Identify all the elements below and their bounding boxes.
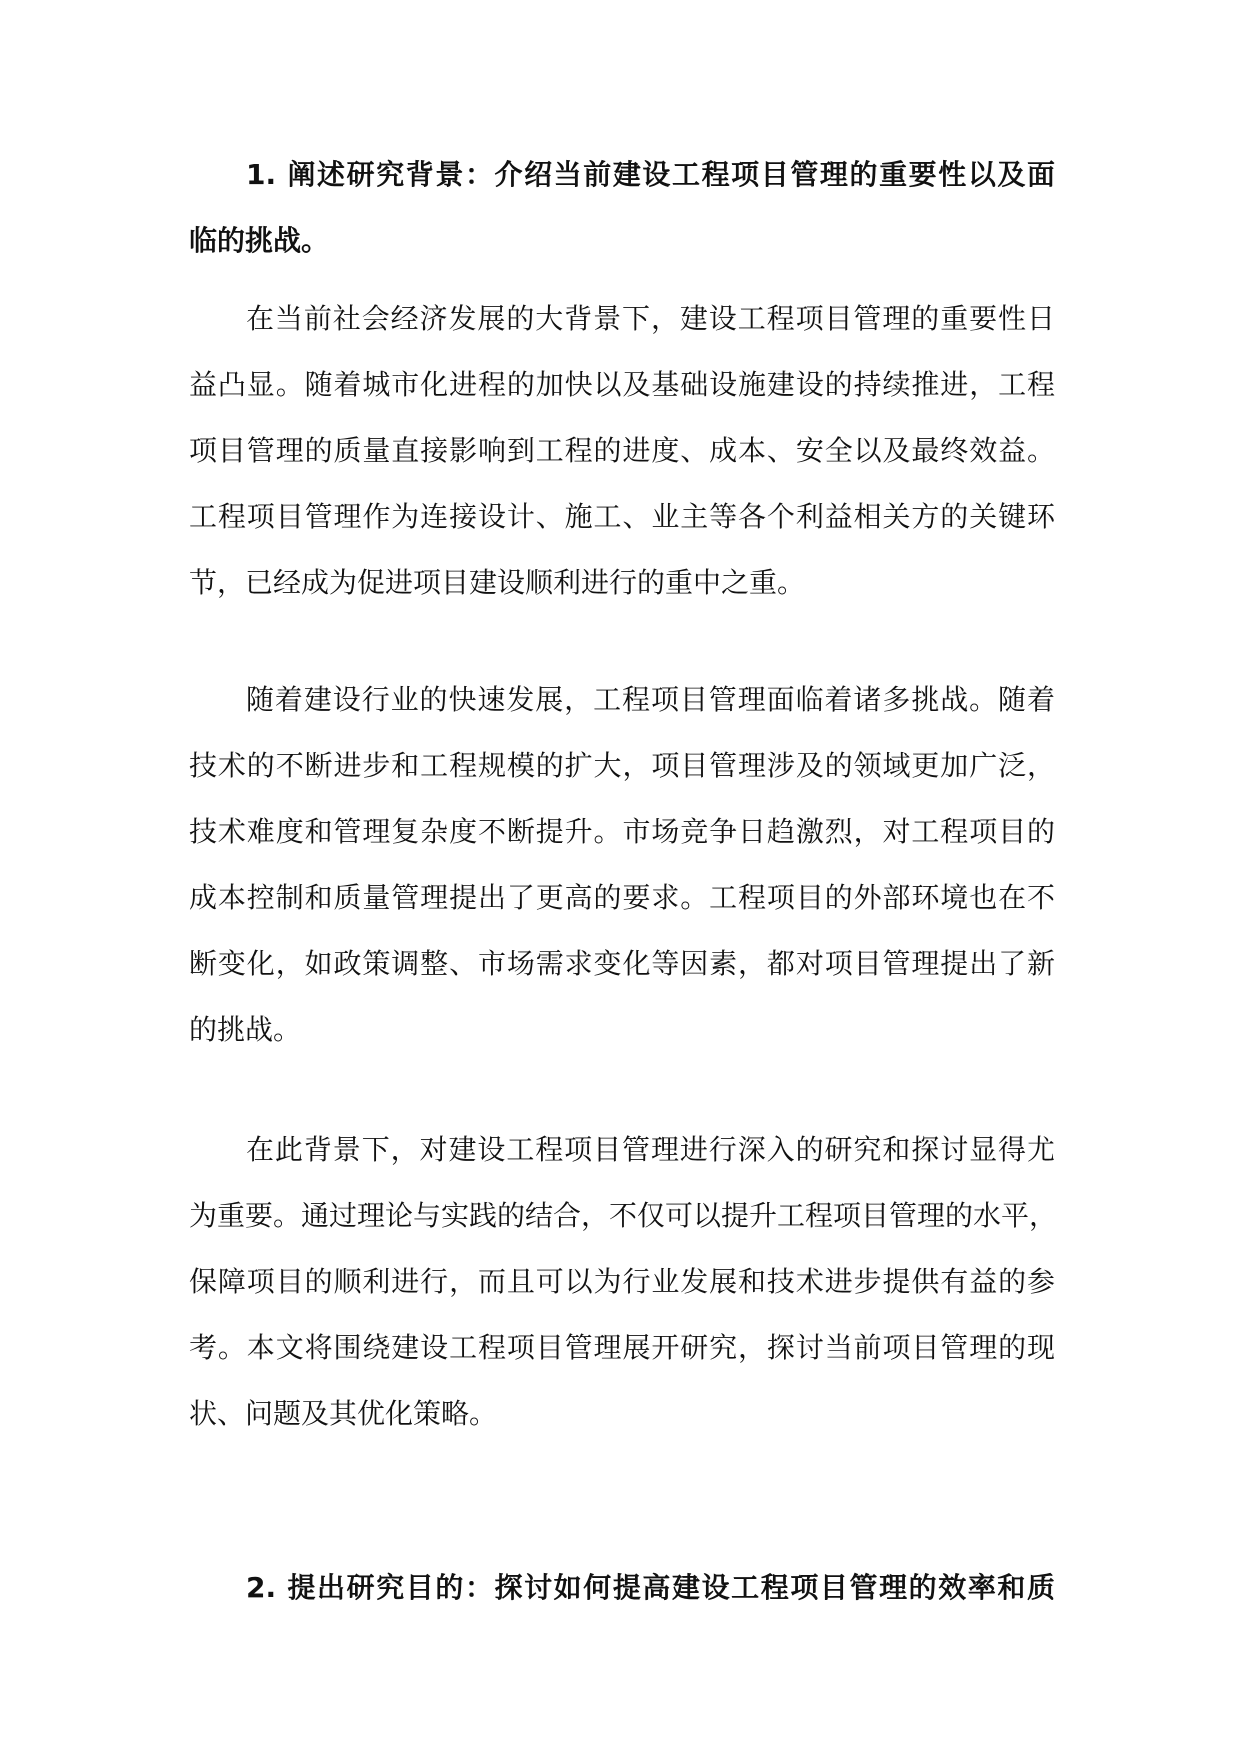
paragraph-line: 的挑战。 — [189, 1013, 302, 1046]
paragraph-line: 随着建设行业的快速发展，工程项目管理面临着诸多挑战。随着 — [246, 683, 1055, 716]
paragraph-line: 技术难度和管理复杂度不断提升。市场竞争日趋激烈，对工程项目的 — [189, 815, 1055, 848]
paragraph-line: 技术的不断进步和工程规模的扩大，项目管理涉及的领域更加广泛， — [189, 749, 1055, 782]
paragraph-line: 节，已经成为促进项目建设顺利进行的重中之重。 — [189, 566, 806, 599]
paragraph-1 — [189, 286, 1055, 616]
paragraph-line: 益凸显。随着城市化进程的加快以及基础设施建设的持续推进，工程 — [189, 368, 1055, 401]
heading-line: 临的挑战。 — [189, 224, 330, 257]
paragraph-2 — [189, 667, 1055, 1063]
section-heading-2 — [189, 1555, 1055, 1621]
heading-line: 2. 提出研究目的：探讨如何提高建设工程项目管理的效率和质 — [246, 1571, 1055, 1604]
heading-line: 1. 阐述研究背景：介绍当前建设工程项目管理的重要性以及面 — [246, 158, 1055, 191]
paragraph-line: 工程项目管理作为连接设计、施工、业主等各个利益相关方的关键环 — [189, 500, 1055, 533]
paragraph-3 — [189, 1117, 1058, 1447]
paragraph-line: 在此背景下，对建设工程项目管理进行深入的研究和探讨显得尤 — [246, 1133, 1055, 1166]
paragraph-line: 断变化，如政策调整、市场需求变化等因素，都对项目管理提出了新 — [189, 947, 1055, 980]
paragraph-line: 在当前社会经济发展的大背景下，建设工程项目管理的重要性日 — [246, 302, 1055, 335]
paragraph-line: 保障项目的顺利进行，而且可以为行业发展和技术进步提供有益的参 — [189, 1265, 1055, 1298]
paragraph-line: 状、问题及其优化策略。 — [189, 1397, 498, 1430]
paragraph-line: 成本控制和质量管理提出了更高的要求。工程项目的外部环境也在不 — [189, 881, 1055, 914]
paragraph-line: 考。本文将围绕建设工程项目管理展开研究，探讨当前项目管理的现 — [189, 1331, 1055, 1364]
paragraph-line: 项目管理的质量直接影响到工程的进度、成本、安全以及最终效益。 — [189, 434, 1055, 467]
paragraph-line: 为重要。通过理论与实践的结合，不仅可以提升工程项目管理的水平， — [189, 1199, 1058, 1232]
section-heading-1 — [189, 142, 1055, 274]
